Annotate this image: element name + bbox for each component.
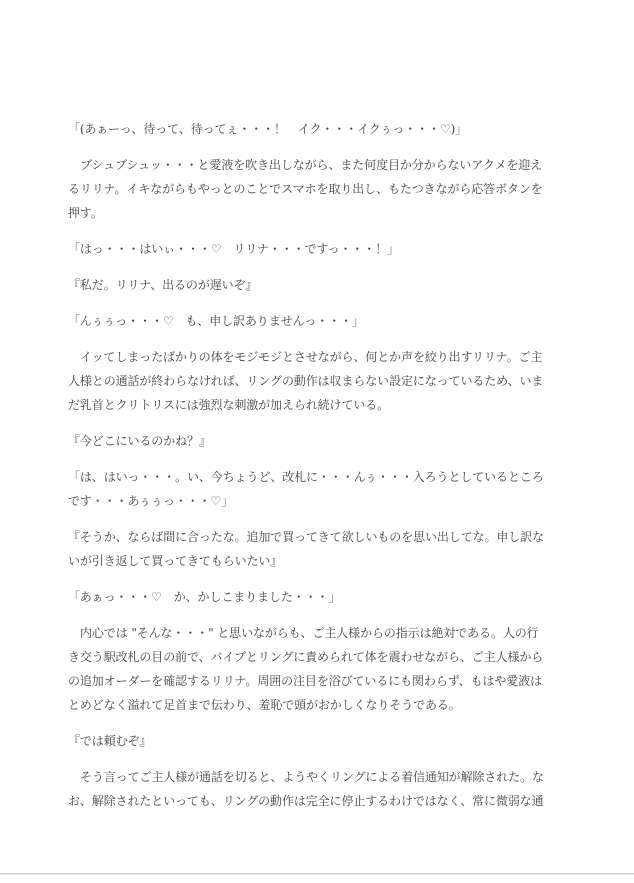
narration-paragraph: そう言ってご主人様が通話を切ると、ようやくリングによる着信通知が解除された。なお、解除されたといっても、リングの動作は完全に停止するわけではなく、常に微弱な通	[68, 770, 544, 808]
narration-paragraph: 内心では "そんな・・・" と思いながらも、ご主人様からの指示は絶対である。人の行き交う駅改札の目の前で、バイブとリングに責められて体を震わせながら、ご主人様からの追加オーダーを確認するリリナ。周囲の注目を浴びているにも関わらず、もはや愛液はとめどなく溢れて足首まで伝わり、羞恥で頭がおかしくなりそうである。	[68, 626, 544, 712]
dialogue-line: 『今どこにいるのかね？』	[68, 434, 211, 448]
dialogue-line: 「(あぁーっ、待って、待ってぇ・・・！ イク・・・イクぅっ・・・♡)」	[68, 122, 468, 136]
dialogue-line: 「はっ・・・はいぃ・・・♡ リリナ・・・ですっ・・・！」	[68, 242, 400, 256]
dialogue-line: 「あぁっ・・・♡ か、かしこまりました・・・」	[68, 590, 341, 604]
story-text	[68, 117, 544, 825]
narration-paragraph: ブシュブシュッ・・・と愛液を吹き出しながら、また何度目か分からないアクメを迎えるリリナ。イキながらもやっとのことでスマホを取り出し、もたつきながら応答ボタンを押す。	[68, 158, 543, 220]
dialogue-line: 『私だ。リリナ、出るのが遅いぞ』	[68, 278, 258, 292]
narration-paragraph: イッてしまったばかりの体をモジモジとさせながら、何とか声を絞り出すリリナ。ご主人様との通話が終わらなければ、リングの動作は収まらない設定になっているため、いまだ乳首とクリトリスには強烈な刺激が加えられ続けている。	[68, 350, 544, 412]
dialogue-line: 「んぅぅっ・・・♡ も、申し訳ありませんっ・・・」	[68, 314, 364, 328]
page-bottom-divider	[0, 873, 634, 875]
dialogue-line: 『では頼むぞ』	[68, 734, 152, 748]
dialogue-line: 「は、はいっ・・・。い、今ちょうど、改札に・・・んぅ・・・入ろうとしているところです・・・あぅぅっ・・・♡」	[68, 470, 544, 508]
dialogue-line: 『そうか、ならば間に合ったな。追加で買ってきて欲しいものを思い出してな。申し訳ないが引き返して買ってきてもらいたい』	[68, 530, 545, 568]
